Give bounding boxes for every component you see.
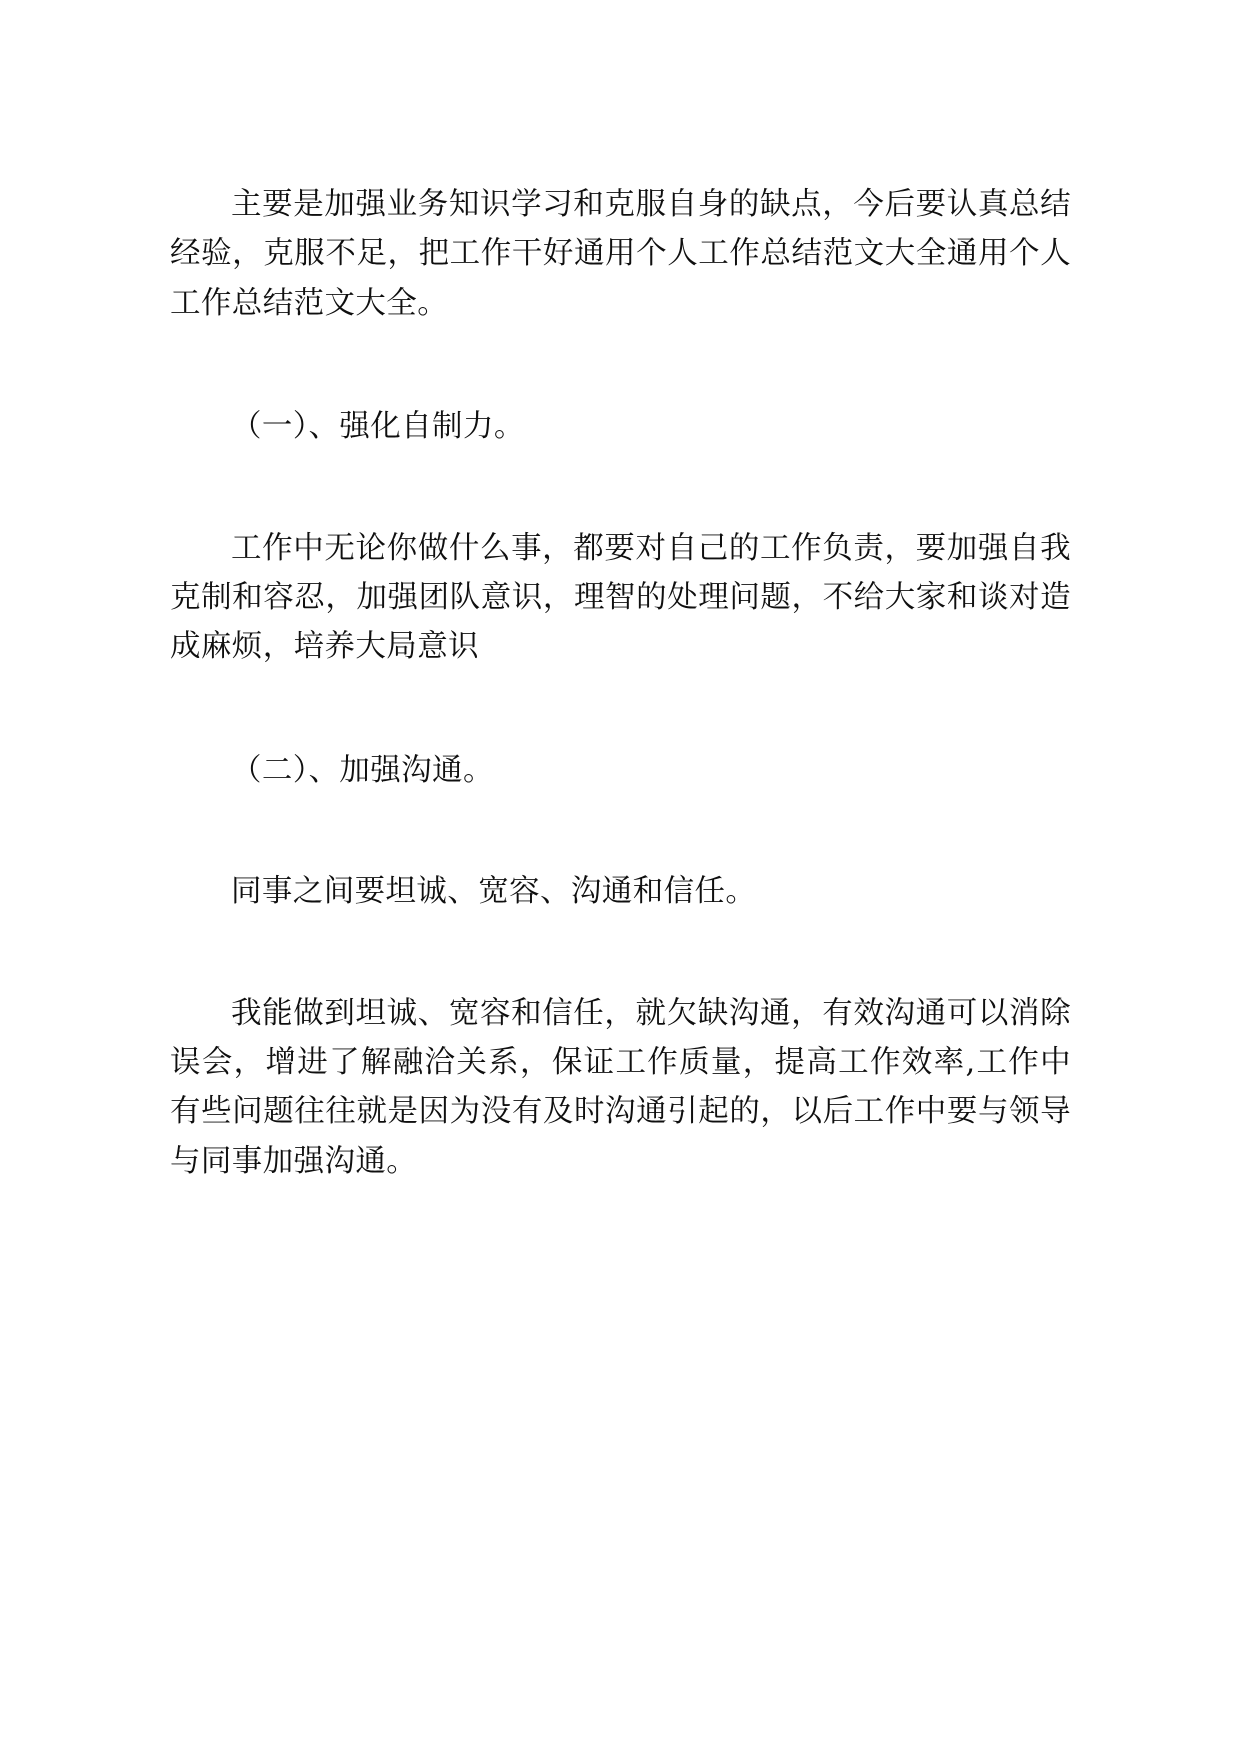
paragraph-section-one-body: 工作中无论你做什么事，都要对自己的工作负责，要加强自我克制和容忍，加强团队意识，理智的处理问题，不给大家和谈对造成麻烦，培养大局意识 (170, 530, 1071, 665)
paragraph-spacer (170, 452, 1071, 524)
paragraph-spacer (170, 672, 1071, 746)
heading-section-one: （一）、强化自制力。 (231, 409, 525, 445)
heading-section-two: （二）、加强沟通。 (231, 752, 494, 788)
paragraph-section-two-lead: 同事之间要坦诚、宽容、沟通和信任。 (231, 874, 757, 910)
paragraph-spacer (170, 795, 1071, 867)
paragraph-summary: 主要是加强业务知识学习和克服自身的缺点，今后要认真总结经验，克服不足，把工作干好通用个人工作总结范文大全通用个人工作总结范文大全。 (170, 187, 1071, 321)
paragraph-spacer (170, 917, 1071, 989)
document-body (170, 180, 1071, 1186)
paragraph-spacer (170, 328, 1071, 402)
paragraph-section-two-body: 我能做到坦诚、宽容和信任，就欠缺沟通，有效沟通可以消除误会，增进了解融洽关系，保证工作质量，提高工作效率,工作中有些问题往往就是因为没有及时沟通引起的，以后工作中要与领导与同事加强沟通。 (170, 995, 1071, 1179)
